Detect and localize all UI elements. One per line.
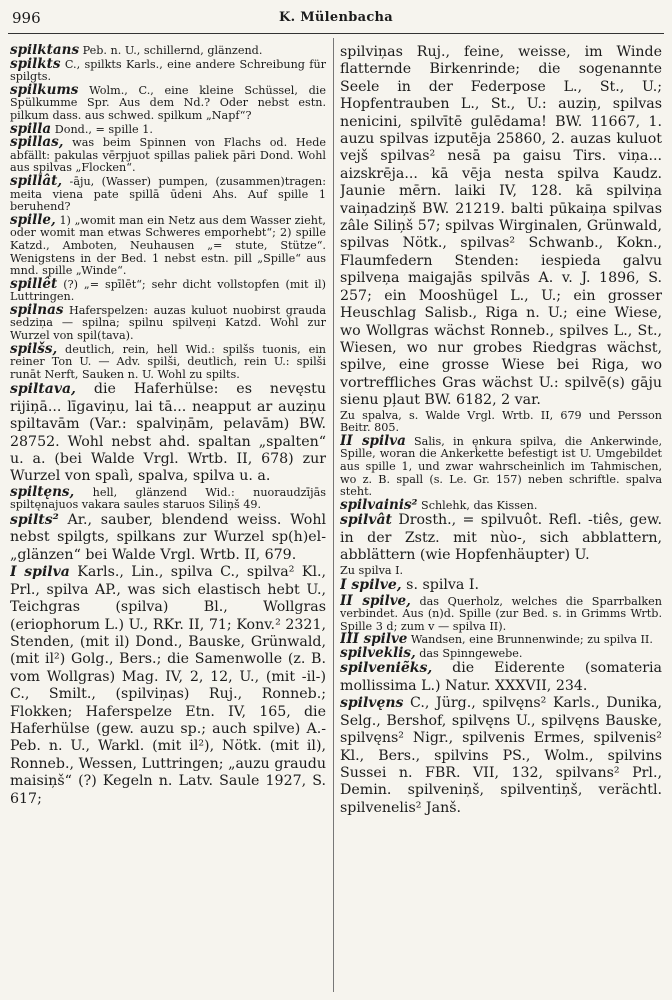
entry-headword: spiltava, [10,381,76,398]
entry-headword: spilla [10,120,52,137]
entry-headword: I spilve, [340,577,402,594]
entry-headword: spilšs, [10,340,58,357]
dictionary-entry [340,44,662,410]
entry-text: (?) „= spīlēt“; sehr dicht vollstopfen (mit il) Luttringen. [10,277,326,304]
dictionary-entry [340,496,662,513]
entry-headword: II spilve, [340,592,411,609]
running-head: K. Mülenbacha [278,10,394,25]
dictionary-entry [340,512,662,564]
entry-headword: I spilva [10,564,70,581]
dictionary-entry [10,211,326,278]
dictionary-entry [10,564,326,808]
dictionary-entry [340,695,662,817]
entry-text: Drosth., = spilvuôt. Refl. -tiês, gew. in der Zstz. mit nùo-, sich abblattern, abblättern (wie Hopfenhäupter) U. [340,512,662,564]
entry-headword: spiltęns, [10,483,75,500]
entry-headword: spilkums [10,81,79,98]
entry-headword: spilveklis, [340,644,416,661]
entry-headword: spilvât [340,512,392,529]
entry-headword: spilveniẽks, [340,660,433,677]
entry-text: Peb. n. U., schillernd, glänzend. [79,44,263,57]
entry-text: die Eiderente (somateria mollissima L.) Natur. XXXVII, 234. [340,660,662,694]
header-rule [8,33,664,34]
entry-text: Karls., Lin., spilva C., spilva² Kl., Prl., spilva AP., was sich elastisch hebt U., Teichgras (spilva) Bl., Wollgras (eriophorum L.) U., RKr. II, 71; Konv.² 2321, Stenden, (mit il) Dond., Bauske, Grünwald, (mit il²) Golg., Bers.; die Samenwolle (z. B. vom Wollgras) Mag. IV, 2, 12, U., (mit -il-) C., Smilt., (spilviņas) Ruj., Ronneb.; Flokken; Haferspelze Etn. IV, 165, die Haferhülse (gew. auzu sp.; auch spilve) A.-Peb. n. U., Warkl. (mit il²), Nötk. (mit il), Ronneb., Wessen, Luttringen; „auzu graudu maisiņš“ (?) Kegeln n. Latv. Saule 1927, S. 617; [10,564,326,807]
entry-text: Wolm., C., eine kleine Schüssel, die Spülkumme Spr. Aus dem Nd.? Oder nebst estn. pilkum dass. aus schwed. spilkum „Napf“? [10,83,326,122]
entry-headword: spilktans [10,44,80,58]
dictionary-entry [10,301,326,343]
entry-text: die Haferhülse: es nevęstu rijiņā... līgaviņu, lai tā... neapput ar auziņu spiltavām (Var.: spalviņām, pelavām) BW. 28752. Wohl nebst ahd. spaltan „spalten“ u. a. (bei Walde Vrgl. Wrtb. II, 678) zur Wurzel von spalì, spalva, spilva u. a. [10,381,326,485]
dictionary-entry [340,432,662,499]
dictionary-entry [10,340,326,382]
column-divider [333,38,334,992]
left-column [10,44,326,994]
entry-text: das Querholz, welches die Sparrbalken verbindet. Aus (n)d. Spille (zur Bed. s. in Grimms Wrtb. Spille 3 d; zum v — spilva II). [340,594,662,633]
entry-text: hell, glänzend Wid.: nuoraudzījās spiltęnajuos vakara saules staruos Siliņš 49. [10,485,326,512]
dictionary-entry [340,592,662,634]
entry-text: Ar., sauber, blendend weiss. Wohl nebst spilgts, spilkans zur Wurzel sp(h)el- „glänzen“ bei Walde Vrgl. Wrtb. II, 679. [10,512,326,563]
dictionary-entry [10,381,326,485]
entry-headword: spilvainis² [340,496,418,513]
entry-text: das Spinngewebe. [415,646,523,660]
entry-text: Salis, in ęnkura spilva, die Ankerwinde, Spille, woran die Ankerkette befestigt ist U. Umgebildet aus spille 1, und zwar wahrscheinlich im Tahmischen, wo z. B. spall (s. Le. Gr. 157) neben schriftle. spalva steht. [340,434,662,499]
dictionary-entry [10,275,326,304]
entry-text: spilviņas Ruj., feine, weisse, im Winde flatternde Birkenrinde; die sogenannte Seele in der Federpose L., St., U.; Hopfentrauben L., St., U.: auziņ, spilvas nenicini, spilvītē gulēdama! BW. 11667, 1. auzu spilvas izputēja 25860, 2. auzas kuluot vejš spilvas² nesā pa gaisu Tirs. viņa... aizskrēja... kā vēja nesta spilva Kaudz. Jaunie mērn. laiki IV, 128. kā spilviņa vaiņadziņš BW. 21219. balti pūkaiņa spilvas zâle Siliņš 57; spilvas Wirginalen, Grünwald, spilvas Nötk., spilvas² Schwanb., Kokn., Flaumfedern Stenden: iespieda galvu spilveņa maigajās spilvās A. v. J. 1896, S. 257; ein Mooshügel L., U.; ein grosser Heuschlag Salisb., Riga n. U.; eine Wiese, wo Wollgras wächst Ronneb., spilves L., St., Wiesen, wo nur grobes Riedgras wächst, spilve, eine grosse Wiese bei Riga, wo vortreffliches Gras wächst U.: spilvē(s) gāju sienu pļaut BW. 6182, 2 var. [340,44,662,409]
entry-text: deutlich, rein, hell Wid.: spilšs tuonis, ein reiner Ton U. — Adv. spilši, deutlich, rein U.: spilši runāt Nerft, Sauken n. U. Wohl zu spilts. [10,342,326,381]
entry-text: Zu spilva I. [340,563,404,577]
entry-text: -āju, (Wasser) pumpen, (zusammen)tragen: meita viena pate spillā ūdeni Ahs. Auf spille 1 beruhend? [10,174,326,214]
dictionary-entry [10,81,326,123]
dictionary-entry [340,565,662,578]
entry-text: Zu spalva, s. Walde Vrgl. Wrtb. II, 679 und Persson Beitr. 805. [340,408,662,435]
entry-headword: spilts² [10,512,59,529]
entry-text: C., spilkts Karls., eine andere Schreibung für spilgts. [10,57,326,84]
entry-headword: spillêt [10,275,58,292]
entry-headword: spilnas [10,301,64,318]
entry-text: Schlehk, das Kissen. [417,498,538,512]
entry-text: 1) „womit man ein Netz aus dem Wasser zieht, oder womit man etwas Schweres emporhebt“; 2) spille Katzd., Amboten, Neuhausen „= stute, Stütze“. Wenigstens in der Bed. 1 nebst estn. pill „Spille“ aus mnd. spille „Winde“. [10,213,326,278]
entry-text: was beim Spinnen von Flachs od. Hede abfällt: pakulas vērpjuot spillas paliek pāri Dond. Wohl aus spilvas „Flocken“. [10,136,326,175]
entry-text: s. spilva I. [401,577,480,594]
dictionary-entry [340,410,662,435]
entry-text: Dond., = spille 1. [51,122,153,136]
dictionary-entry [10,55,326,84]
entry-headword: spilvęns [340,695,404,712]
right-column [340,44,662,994]
entry-text: Haferspelzen: auzas kuluot nuobirst grauda sedziņa — spilna; spilnu spilveņi Katzd. Wohl zur Wurzel von spil(tava). [10,303,326,343]
entry-text: Wandsen, eine Brunnenwinde; zu spilva II. [407,633,653,647]
dictionary-entry [10,483,326,512]
entry-headword: spilkts [10,55,61,72]
dictionary-entry [340,644,662,661]
dictionary-entry [10,136,326,175]
entry-headword: spillât, [10,172,63,189]
dictionary-entry [10,512,326,564]
entry-headword: II spilva [340,432,406,449]
entry-headword: spillas, [10,134,64,151]
page-header [12,9,660,31]
entry-headword: III spilve [340,631,408,648]
page-number: 996 [12,9,41,27]
dictionary-entry [340,660,662,695]
dictionary-entry [10,172,326,214]
entry-headword: spille, [10,211,56,228]
entry-text: C., Jürg., spilvęns² Karls., Dunika, Selg., Bershof, spilvęns U., spilvęns Bauske, spilvęns² Nigr., spilvenis Ermes, spilvenis² Kl., Bers., spilvins PS., Wolm., spilvins Sussei n. FBR. VII, 132, spilvans² Prl., Demin. spilveniņš, spilventiņš, verächtl. spilvenelis² Janš. [340,695,662,816]
